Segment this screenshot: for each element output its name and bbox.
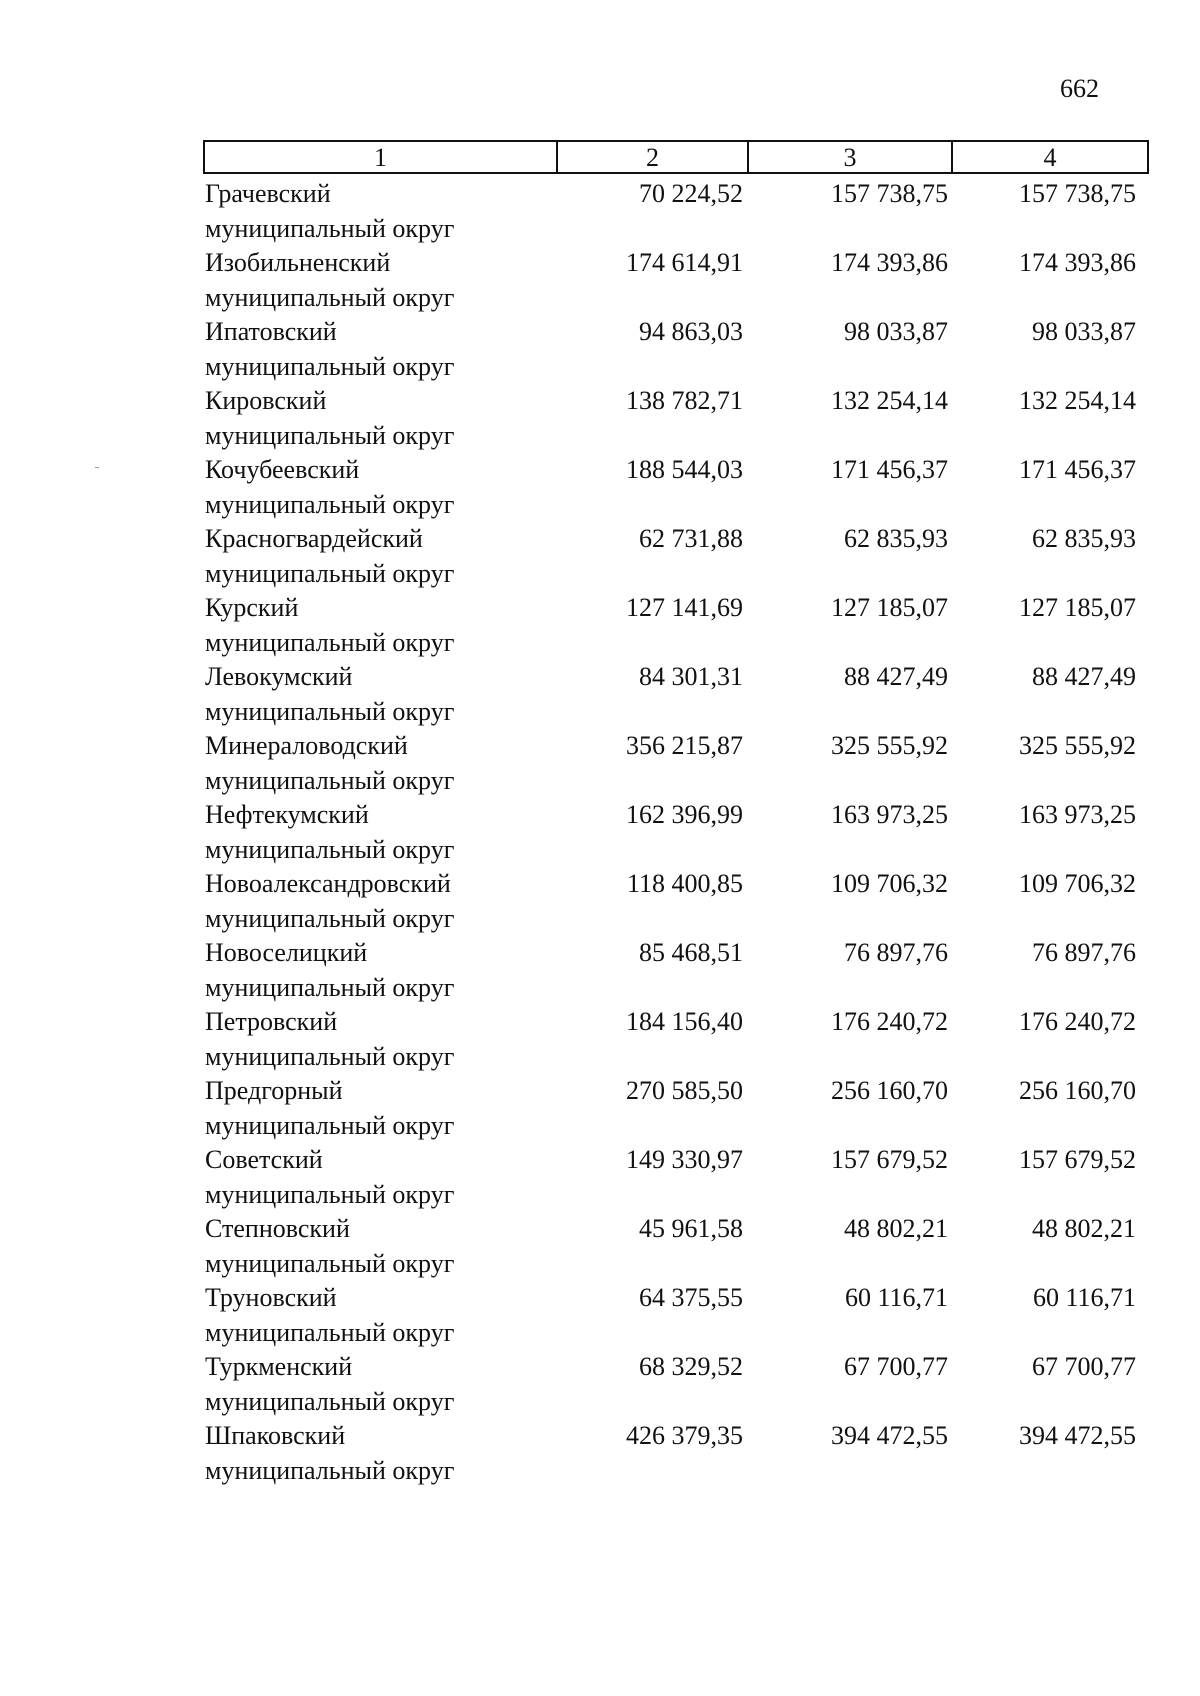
district-type: муниципальный округ <box>205 1386 455 1416</box>
value-cell-col-3: 256 160,70 <box>831 1076 948 1105</box>
value-cell-col-3: 98 033,87 <box>844 317 948 346</box>
table-row <box>203 1005 1149 1074</box>
district-name: Новоалександровский <box>205 869 451 898</box>
column-header-4: 4 <box>1043 143 1057 172</box>
value-cell-col-3: 127 185,07 <box>831 593 948 622</box>
value-cell-col-4: 76 897,76 <box>1032 938 1136 967</box>
district-name: Минераловодский <box>205 731 408 760</box>
district-type: муниципальный округ <box>205 765 455 795</box>
column-header-2: 2 <box>558 142 749 172</box>
value-cell-col-2: 426 379,35 <box>626 1421 743 1450</box>
page-number: 662 <box>1060 74 1099 103</box>
value-cell-col-4: 62 835,93 <box>1032 524 1136 553</box>
district-name-cell <box>205 1350 454 1419</box>
value-cell-col-3: 76 897,76 <box>844 938 948 967</box>
district-type: муниципальный округ <box>205 1041 455 1071</box>
district-name-cell <box>205 522 454 591</box>
district-name-cell <box>205 1419 454 1488</box>
value-cell-col-2: 149 330,97 <box>626 1145 743 1174</box>
district-name-cell <box>205 384 454 453</box>
district-name: Степновский <box>205 1214 350 1243</box>
district-name-cell <box>205 660 454 729</box>
value-cell-col-3: 88 427,49 <box>844 662 948 691</box>
value-cell-col-2: 84 301,31 <box>639 662 743 691</box>
value-cell-col-4: 67 700,77 <box>1032 1352 1136 1381</box>
scan-speck <box>95 467 99 468</box>
value-cell-col-3: 48 802,21 <box>844 1214 948 1243</box>
value-cell-col-4: 98 033,87 <box>1032 317 1136 346</box>
district-name: Курский <box>205 593 299 622</box>
value-cell-col-2: 356 215,87 <box>626 731 743 760</box>
district-name-cell <box>205 1074 454 1143</box>
value-cell-col-3: 157 679,52 <box>831 1145 948 1174</box>
value-cell-col-3: 176 240,72 <box>831 1007 948 1036</box>
district-type: муниципальный округ <box>205 558 455 588</box>
value-cell-col-3: 62 835,93 <box>844 524 948 553</box>
district-name-cell <box>205 1143 454 1212</box>
value-cell-col-3: 325 555,92 <box>831 731 948 760</box>
value-cell-col-3: 171 456,37 <box>831 455 948 484</box>
district-type: муниципальный округ <box>205 972 455 1002</box>
value-cell-col-2: 68 329,52 <box>639 1352 743 1381</box>
value-cell-col-4: 325 555,92 <box>1019 731 1136 760</box>
district-type: муниципальный округ <box>205 834 455 864</box>
table-row <box>203 936 1149 1005</box>
value-cell-col-4: 157 679,52 <box>1019 1145 1136 1174</box>
table-row <box>203 177 1149 246</box>
district-name: Грачевский <box>205 179 331 208</box>
table-body <box>203 177 1149 1488</box>
district-type: муниципальный округ <box>205 1179 455 1209</box>
value-cell-col-2: 45 961,58 <box>639 1214 743 1243</box>
value-cell-col-2: 85 468,51 <box>639 938 743 967</box>
table-row <box>203 1143 1149 1212</box>
table-header-row <box>203 140 1149 174</box>
district-name: Красногвардейский <box>205 524 423 553</box>
district-name: Ипатовский <box>205 317 337 346</box>
value-cell-col-3: 67 700,77 <box>844 1352 948 1381</box>
value-cell-col-4: 163 973,25 <box>1019 800 1136 829</box>
table-row <box>203 1074 1149 1143</box>
value-cell-col-3: 163 973,25 <box>831 800 948 829</box>
value-cell-col-2: 184 156,40 <box>626 1007 743 1036</box>
table-row <box>203 1419 1149 1488</box>
district-type: муниципальный округ <box>205 696 455 726</box>
table-row <box>203 660 1149 729</box>
table-row <box>203 315 1149 384</box>
value-cell-col-2: 188 544,03 <box>626 455 743 484</box>
value-cell-col-3: 394 472,55 <box>831 1421 948 1450</box>
district-type: муниципальный округ <box>205 213 455 243</box>
district-name: Труновский <box>205 1283 337 1312</box>
district-type: муниципальный округ <box>205 1248 455 1278</box>
district-type: муниципальный округ <box>205 1317 455 1347</box>
value-cell-col-2: 94 863,03 <box>639 317 743 346</box>
district-name-cell <box>205 1281 454 1350</box>
district-name-cell <box>205 246 454 315</box>
value-cell-col-2: 270 585,50 <box>626 1076 743 1105</box>
value-cell-col-3: 109 706,32 <box>831 869 948 898</box>
district-name: Предгорный <box>205 1076 343 1105</box>
district-name: Левокумский <box>205 662 353 691</box>
value-cell-col-4: 60 116,71 <box>1032 1283 1136 1312</box>
district-type: муниципальный округ <box>205 1110 455 1140</box>
value-cell-col-2: 162 396,99 <box>626 800 743 829</box>
value-cell-col-2: 138 782,71 <box>626 386 743 415</box>
value-cell-col-3: 60 116,71 <box>844 1283 948 1312</box>
value-cell-col-4: 174 393,86 <box>1019 248 1136 277</box>
district-name: Новоселицкий <box>205 938 368 967</box>
district-name-cell <box>205 867 454 936</box>
table-row <box>203 453 1149 522</box>
table-row <box>203 798 1149 867</box>
table-row <box>203 867 1149 936</box>
district-type: муниципальный округ <box>205 627 455 657</box>
value-cell-col-4: 157 738,75 <box>1019 179 1136 208</box>
value-cell-col-4: 109 706,32 <box>1019 869 1136 898</box>
value-cell-col-4: 88 427,49 <box>1032 662 1136 691</box>
value-cell-col-2: 127 141,69 <box>626 593 743 622</box>
value-cell-col-4: 132 254,14 <box>1019 386 1136 415</box>
table-row <box>203 1212 1149 1281</box>
value-cell-col-3: 157 738,75 <box>831 179 948 208</box>
value-cell-col-4: 256 160,70 <box>1019 1076 1136 1105</box>
district-type: муниципальный округ <box>205 282 455 312</box>
value-cell-col-4: 394 472,55 <box>1019 1421 1136 1450</box>
district-type: муниципальный округ <box>205 903 455 933</box>
column-header-1: 1 <box>205 142 558 172</box>
district-name-cell <box>205 729 454 798</box>
district-name: Петровский <box>205 1007 338 1036</box>
district-name: Нефтекумский <box>205 800 369 829</box>
district-type: муниципальный округ <box>205 489 455 519</box>
value-cell-col-2: 174 614,91 <box>626 248 743 277</box>
district-name: Шпаковский <box>205 1421 346 1450</box>
district-name: Кировский <box>205 386 327 415</box>
district-name: Туркменский <box>205 1352 353 1381</box>
district-type: муниципальный округ <box>205 1455 455 1485</box>
value-cell-col-2: 64 375,55 <box>639 1283 743 1312</box>
district-name: Кочубеевский <box>205 455 360 484</box>
district-name: Советский <box>205 1145 323 1174</box>
district-name-cell <box>205 453 454 522</box>
district-name-cell <box>205 798 454 867</box>
value-cell-col-4: 127 185,07 <box>1019 593 1136 622</box>
district-name-cell <box>205 315 454 384</box>
district-name-cell <box>205 936 454 1005</box>
district-name: Изобильненский <box>205 248 391 277</box>
table-row <box>203 729 1149 798</box>
column-header-3: 3 <box>749 142 953 172</box>
value-cell-col-3: 132 254,14 <box>831 386 948 415</box>
district-name-cell <box>205 1212 454 1281</box>
table-row <box>203 591 1149 660</box>
district-name-cell <box>205 591 454 660</box>
table-row <box>203 522 1149 591</box>
table-row <box>203 246 1149 315</box>
district-name-cell <box>205 1005 454 1074</box>
value-cell-col-2: 62 731,88 <box>639 524 743 553</box>
value-cell-col-2: 118 400,85 <box>626 869 743 898</box>
value-cell-col-4: 48 802,21 <box>1032 1214 1136 1243</box>
district-type: муниципальный округ <box>205 420 455 450</box>
value-cell-col-4: 171 456,37 <box>1019 455 1136 484</box>
value-cell-col-2: 70 224,52 <box>639 179 743 208</box>
table-row <box>203 384 1149 453</box>
table-row <box>203 1350 1149 1419</box>
value-cell-col-3: 174 393,86 <box>831 248 948 277</box>
district-name-cell <box>205 177 454 246</box>
district-type: муниципальный округ <box>205 351 455 381</box>
value-cell-col-4: 176 240,72 <box>1019 1007 1136 1036</box>
table-row <box>203 1281 1149 1350</box>
